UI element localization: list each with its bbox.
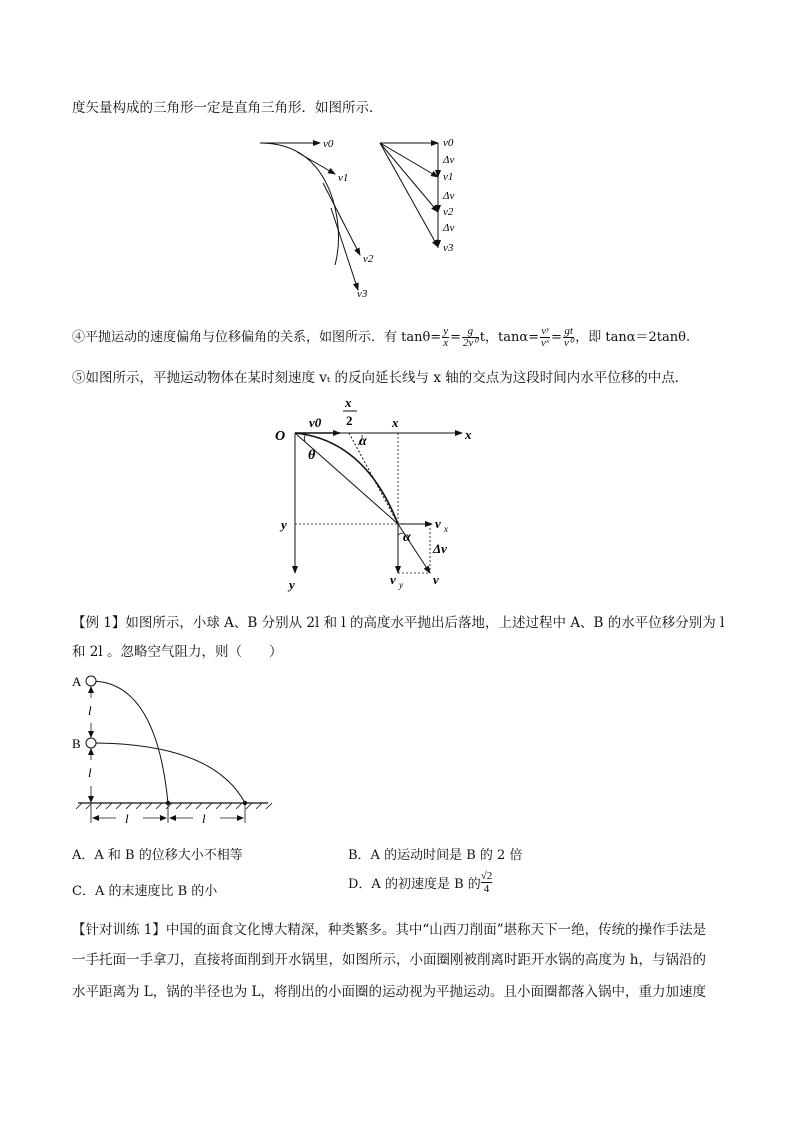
label-dv2: Δv — [443, 190, 455, 202]
ball-A — [86, 676, 96, 686]
label-x-axis: x — [465, 427, 472, 442]
vector-v3-right — [380, 143, 438, 247]
label-v-fig2: v — [433, 572, 439, 587]
label-dv1: Δv — [443, 154, 455, 166]
point5-line: ⑤如图所示，平抛运动物体在某时刻速度 vₜ 的反向延长线与 x 轴的交点为这段时间内水平位移的中点． — [72, 370, 689, 386]
label-alpha-top: α — [359, 434, 367, 449]
vector-v2-right — [380, 143, 438, 212]
label-x-half-den: 2 — [346, 413, 353, 428]
label-B: B — [72, 736, 81, 751]
option-C[interactable]: C．A 的末速度比 B 的小 — [72, 884, 218, 899]
vector-v2-left — [323, 183, 360, 255]
label-alpha-low: α — [403, 530, 411, 545]
vector-v1-right — [380, 143, 438, 177]
label-vx: v — [435, 516, 441, 531]
label-y-axis: y — [289, 577, 295, 592]
label-dv: Δv — [433, 541, 447, 556]
label-vy: v — [390, 572, 396, 587]
label-x-half-num: x — [345, 395, 352, 410]
label-vy-sub: y — [399, 580, 403, 590]
label-v1-right: v1 — [443, 171, 454, 183]
frac-gt-v0: $\frac{gt}{\text{v⁰}}$ — [563, 325, 574, 349]
label-v2-left: v2 — [363, 253, 374, 265]
label-v2-right: v2 — [443, 206, 454, 218]
example1-line2: 和 2l 。忽略空气阻力，则（ ） — [72, 644, 283, 660]
frac-g-2v0: $\frac{g}{\text{2v⁰}}$ — [463, 325, 478, 349]
vector-v3-left — [331, 208, 358, 290]
label-l-left: l — [125, 811, 129, 826]
trajectory-A — [91, 681, 168, 803]
ball-B — [86, 738, 96, 748]
label-l-upper: l — [88, 703, 92, 718]
label-v0-right: v0 — [443, 137, 454, 149]
trajectory-curve — [260, 143, 339, 265]
option-D[interactable]: D．A 的初速度是 B 的 $\frac{√2}{4}$ — [348, 870, 493, 895]
point4-line: ④平抛运动的速度偏角与位移偏角的关系，如图所示．有 tanθ= $\frac{y}{x}$ = $\frac{g}{\text{2v⁰}}$ t，tanα= $\frac{\text{vʸ}}{\text{vˣ}}$ = $\frac{gt}{\text{v⁰}}$ ，即 tanα＝2tanθ. — [72, 325, 691, 349]
label-theta: θ — [308, 448, 316, 463]
training1-line1: 【针对训练 1】中国的面食文化博大精深，种类繁多。其中“山西刀削面”堪称天下一绝，传统的操作手法是 — [72, 922, 707, 938]
projectile-ab-figure — [68, 668, 278, 830]
vector-v1-left — [297, 152, 335, 174]
velocity-vector-figure — [255, 130, 485, 305]
label-v1-left: v1 — [338, 172, 349, 184]
label-y-mid: y — [281, 517, 287, 532]
intro-line: 度矢量构成的三角形一定是直角三角形．如图所示． — [72, 100, 383, 116]
training1-line3: 水平距离为 L，锅的半径也为 L，将削出的小面圈的运动视为平抛运动。且小面圈都落入锅中，重力加速度 — [72, 984, 707, 1000]
example1-line1: 【例 1】如图所示，小球 A、B 分别从 2l 和 l 的高度水平抛出后落地，上述过程中 A、B 的水平位移分别为 l — [72, 615, 725, 631]
label-v3-right: v3 — [443, 242, 454, 254]
label-dv3: Δv — [443, 222, 455, 234]
option-A[interactable]: A．A 和 B 的位移大小不相等 — [72, 848, 243, 863]
angle-relation-figure — [270, 395, 485, 595]
label-O: O — [275, 429, 286, 444]
label-v0-fig2: v0 — [309, 415, 322, 430]
label-A: A — [72, 674, 82, 689]
label-l-lower: l — [88, 765, 92, 780]
frac-sqrt2-4: $\frac{√2}{4}$ — [480, 870, 493, 895]
training1-line2: 一手托面一手拿刀，直接将面削到开水锅里，如图所示，小面圈刚被削离时距开水锅的高度为 h，与锅沿的 — [72, 952, 706, 968]
frac-y-x: $\frac{y}{x}$ — [443, 325, 449, 349]
label-x-top: x — [392, 415, 399, 430]
trajectory-B — [91, 743, 245, 803]
label-v3-left: v3 — [357, 288, 368, 300]
displacement-line — [295, 433, 398, 524]
frac-vy-vx: $\frac{\text{vʸ}}{\text{vˣ}}$ — [541, 325, 550, 349]
label-v0-left: v0 — [323, 138, 334, 150]
option-B[interactable]: B．A 的运动时间是 B 的 2 倍 — [348, 848, 523, 863]
label-l-right: l — [202, 811, 206, 826]
label-vx-sub: x — [444, 524, 448, 534]
